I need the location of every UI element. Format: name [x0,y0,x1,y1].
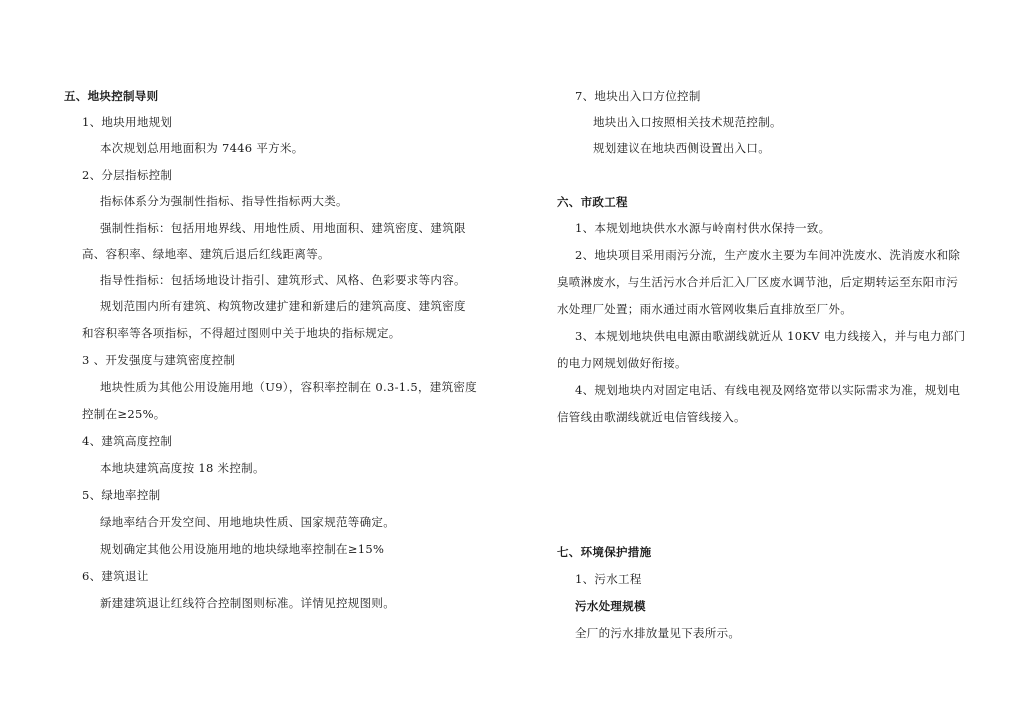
paragraph-line: 规划建议在地块西侧设置出入口。 [593,141,770,155]
paragraph-line: 本次规划总用地面积为 7446 平方米。 [100,141,304,155]
paragraph-line: 本地块建筑高度按 18 米控制。 [100,461,265,475]
paragraph-line: 3、本规划地块供电电源由歌湖线就近从 10KV 电力线接入，并与电力部门 [575,329,966,343]
subsection-title-e1: 1、污水工程 [575,572,642,586]
paragraph-line: 地块性质为其他公用设施用地（U9），容积率控制在 0.3-1.5，建筑密度 [100,380,477,394]
section-heading-5: 五、地块控制导则 [64,89,159,103]
paragraph-line: 地块出入口按照相关技术规范控制。 [593,115,782,129]
paragraph-line: 2、地块项目采用雨污分流，生产废水主要为车间冲洗废水、洗消废水和除 [575,248,961,262]
paragraph-line: 控制在≥25%。 [82,407,166,421]
paragraph-line: 全厂的污水排放量见下表所示。 [575,626,741,640]
paragraph-line: 规划范围内所有建筑、构筑物改建扩建和新建后的建筑高度、建筑密度 [100,299,466,313]
paragraph-line: 4、规划地块内对固定电话、有线电视及网络宽带以实际需求为准，规划电 [575,383,961,397]
paragraph-line: 强制性指标：包括用地界线、用地性质、用地面积、建筑密度、建筑限 [100,221,466,235]
paragraph-line: 1、本规划地块供水水源与岭南村供水保持一致。 [575,221,831,235]
section-heading-6: 六、市政工程 [557,195,628,209]
subsection-title-1: 1、地块用地规划 [82,115,173,129]
subsection-title-7: 7、地块出入口方位控制 [575,89,701,103]
subsection-title-3: 3 、开发强度与建筑密度控制 [82,353,236,367]
paragraph-line: 规划确定其他公用设施用地的地块绿地率控制在≥15% [100,542,385,556]
subsection-title-6: 6、建筑退让 [82,569,149,583]
subsection-title-5: 5、绿地率控制 [82,488,161,502]
paragraph-line: 高、容积率、绿地率、建筑后退后红线距离等。 [82,247,330,261]
paragraph-line: 绿地率结合开发空间、用地地块性质、国家规范等确定。 [100,515,395,529]
paragraph-line: 信管线由歌湖线就近电信管线接入。 [557,410,746,424]
paragraph-line: 水处理厂处置；雨水通过雨水管网收集后直排放至厂外。 [557,302,852,316]
paragraph-line: 指标体系分为强制性指标、指导性指标两大类。 [100,194,348,208]
paragraph-line: 的电力网规划做好衔接。 [557,356,687,370]
sub-heading: 污水处理规模 [575,599,646,613]
paragraph-line: 臭喷淋废水，与生活污水合并后汇入厂区废水调节池，后定期转运至东阳市污 [557,275,959,289]
paragraph-line: 新建建筑退让红线符合控制图则标准。详情见控规图则。 [100,596,395,610]
subsection-title-4: 4、建筑高度控制 [82,434,173,448]
paragraph-line: 指导性指标：包括场地设计指引、建筑形式、风格、色彩要求等内容。 [100,273,466,287]
paragraph-line: 和容积率等各项指标，不得超过图则中关于地块的指标规定。 [82,326,401,340]
subsection-title-2: 2、分层指标控制 [82,168,173,182]
section-heading-7: 七、环境保护措施 [557,545,652,559]
